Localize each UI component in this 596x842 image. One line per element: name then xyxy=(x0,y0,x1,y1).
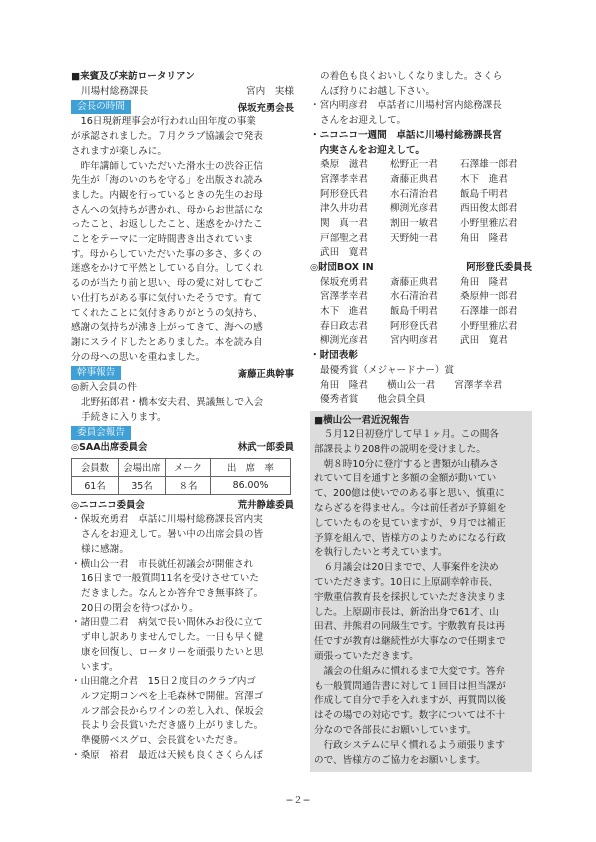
body-line: さんへの気持ちが書かれ、母からお世話にな xyxy=(71,204,264,216)
box-row xyxy=(310,334,532,349)
visitor-line xyxy=(71,85,294,100)
yokoyama-line: 宇敷重信教育長を採択していただき決まりま xyxy=(314,591,506,603)
niko-header xyxy=(71,499,294,514)
saa-title: ◎SAA出席委員会 xyxy=(71,442,148,454)
niko-line: 16日まで一般質問11名を受けさせていた xyxy=(81,573,259,585)
yokoyama-line: 頑張っていただきます。 xyxy=(314,650,419,662)
box-row xyxy=(310,320,532,335)
right-column xyxy=(310,70,532,772)
week-row xyxy=(310,202,532,217)
body-line: 分の母への思いを重ねました。 xyxy=(71,351,206,363)
committee-tag: 委員会報告 xyxy=(71,426,131,440)
secretary-tag: 幹事報告 xyxy=(71,366,121,380)
box-chair: 阿形登氏委員長 xyxy=(466,262,532,274)
header-members: 会員数 xyxy=(72,458,119,476)
body-line: 北野拓郎君・橋本安夫君、異議無しで入会 xyxy=(81,397,264,409)
body-line: い仕打ちがある事に気付いたそうです。育て xyxy=(71,292,263,304)
box-name: 宮内明彦君 xyxy=(390,335,438,347)
box-name: 柳渕光彦君 xyxy=(320,335,368,347)
award-line: 最優秀賞（メジャードナー）賞 xyxy=(320,364,455,376)
yokoyama-line: 作成して自分で手を入れますが、再質問以後 xyxy=(314,695,506,707)
week-title-line: 内実さんをお迎えして。 xyxy=(310,144,425,156)
niko-line: ・桑原 裕君 最近は天候も良くさくらんぼ xyxy=(71,749,263,761)
page-number: −２− xyxy=(285,795,311,806)
week-row xyxy=(310,173,532,188)
week-name: 天野純一君 xyxy=(390,232,438,244)
yokoyama-box xyxy=(310,411,532,772)
box-name: 角田 隆君 xyxy=(460,276,508,288)
body-line: す。母からしていただいた事の多さ、多くの xyxy=(71,248,262,260)
yokoyama-line: 予算を組んで、皆様方のよりためになる行政 xyxy=(314,532,506,544)
yokoyama-line: 分なので各部長にお願いしています。 xyxy=(314,724,477,736)
secretary-item: ◎新入会員の件 xyxy=(71,382,137,394)
award-body xyxy=(310,364,532,408)
box-name: 木下 進君 xyxy=(320,306,368,318)
niko-line: んぼ狩りにお越し下さい。 xyxy=(320,85,436,97)
week-name xyxy=(460,246,530,261)
box-name: 小野里雅広君 xyxy=(460,320,518,332)
yokoyama-line: て、200億は使いでのある事と思い、慎重に xyxy=(314,488,505,500)
week-row xyxy=(310,217,532,232)
yokoyama-line: 任ですが教育は継続性が大事なので任期まで xyxy=(314,636,506,648)
box-name: 斎藤正典君 xyxy=(390,276,438,288)
week-name: 飯島千明君 xyxy=(460,188,508,200)
yokoyama-line: ので、皆様方のご協力をお願いします。 xyxy=(314,754,486,766)
body-line: ことをテーマに一定時間書き出されていま xyxy=(71,234,254,246)
week-name: 武田 寛君 xyxy=(320,247,368,259)
week-name: 水石清治君 xyxy=(390,188,438,200)
attendance-value-row xyxy=(72,476,291,494)
box-names xyxy=(310,276,532,350)
body-line: 迷惑をかけて平然としている自分。してくれ xyxy=(71,263,263,275)
niko-line: さんをお迎えして。 xyxy=(320,115,407,127)
value-attend: 35名 xyxy=(119,476,166,494)
week-name: 西田俊太郎君 xyxy=(460,203,518,215)
left-column xyxy=(71,70,294,763)
niko-line: だきました。なんとか答弁でき無事終了。 xyxy=(81,587,264,599)
secretary-speaker: 斎藤正典幹事 xyxy=(237,369,294,381)
yokoyama-line: 議会の仕組みに慣れるまで大変です。答弁 xyxy=(314,665,506,677)
niko-line: の着色も良くおいしくなりました。さくら xyxy=(320,71,503,82)
niko-line: 20日の閉会を待つばかり。 xyxy=(81,602,199,614)
president-tag: 会長の時間 xyxy=(71,100,131,114)
yokoyama-line: 部課長より208件の説明を受けました。 xyxy=(314,443,486,455)
body-line: てくれたことに気付きありがとうの気持ち、 xyxy=(71,307,263,319)
award-title: ・財団表彰 xyxy=(310,350,358,362)
week-name: 角田 隆君 xyxy=(460,232,508,244)
yokoyama-line: はその場での対応です。数字については不十 xyxy=(314,710,505,722)
body-line: 16日現新理事会が行われ山田年度の事業 xyxy=(71,116,256,128)
niko-line: ・保坂充勇君 卓話に川場村総務課長宮内実 xyxy=(71,514,263,526)
secretary-header xyxy=(71,366,294,380)
yokoyama-title: ■横山公一君近況報告 xyxy=(314,414,410,426)
niko-line: ルフ部会長からワインの差し入れ、保坂会 xyxy=(81,705,264,717)
saa-header xyxy=(71,441,294,456)
yokoyama-line: した。上原副市長は、新治出身で61才、山 xyxy=(314,606,499,618)
week-name xyxy=(390,246,460,261)
yokoyama-line: を執行したいと考えています。 xyxy=(314,547,448,559)
yokoyama-line: れていて目を通すと多額の金額が動いてい xyxy=(314,473,497,485)
week-name: 柳渕光彦君 xyxy=(390,203,438,215)
niko-line: ・横山公一君 市長就任初議会が開催され xyxy=(71,558,254,570)
award-line: 角田 隆君 横山公一君 宮澤孝幸君 xyxy=(320,379,503,391)
week-name: 宮澤孝幸君 xyxy=(320,173,368,185)
yokoyama-line: ５月12日初登庁して早１ヶ月。この間各 xyxy=(314,428,499,440)
attendance-header-row xyxy=(72,458,291,476)
week-name: 割田一敏君 xyxy=(390,218,438,230)
award-line: 優秀者賞 他会員全員 xyxy=(320,394,426,406)
yokoyama-line: も一般質問通告書に対して１回目は担当課が xyxy=(314,680,506,692)
box-name: 阿形登氏君 xyxy=(390,320,438,332)
yokoyama-line: ６月議会は20日までで、人事案件を決め xyxy=(314,562,499,574)
niko-line: 長より会長賞いただき盛り上がりました。 xyxy=(81,720,264,732)
niko-line: 準優勝ベスグロ、会長賞をいただき。 xyxy=(81,735,244,747)
week-title xyxy=(310,129,532,158)
body-line: 先生が「海のいのちを守る」を出版され読み xyxy=(71,175,263,187)
box-title: ◎財団BOX IN xyxy=(310,262,374,274)
yokoyama-line: ていただきます。10日に上原副幸幹市長、 xyxy=(314,576,499,588)
body-line: 昨年講師していただいた滑水士の渋谷正信 xyxy=(71,160,263,172)
week-row xyxy=(310,232,532,247)
niko-line: ず申し訳ありませんでした。一日も早く健 xyxy=(81,632,264,644)
niko-line: ・山田龍之介君 15日２度目のクラブ内ゴ xyxy=(71,676,256,688)
week-names xyxy=(310,158,532,261)
week-row xyxy=(310,246,532,261)
niko-line: ルフ定期コンペを上毛森林で開催。宮澤ゴ xyxy=(81,690,264,702)
body-line: るのが当たり前と思い、母の愛に対してむご xyxy=(71,278,263,290)
week-name: 石澤雄一郎君 xyxy=(460,159,518,171)
box-name: 桑原伸一郎君 xyxy=(460,291,518,303)
body-line: ました。内観を行っているときの先生のお母 xyxy=(71,189,263,201)
box-row xyxy=(310,305,532,320)
week-name: 木下 進君 xyxy=(460,173,508,185)
week-name: 阿形登氏君 xyxy=(320,188,368,200)
box-row xyxy=(310,290,532,305)
box-name: 保坂充勇君 xyxy=(320,276,368,288)
attendance-table xyxy=(71,458,291,495)
week-title-line: ・ニコニコ一週間 卓話に川場村総務課長宮 xyxy=(310,129,502,141)
week-row xyxy=(310,188,532,203)
niko-title: ◎ニコニコ委員会 xyxy=(71,499,145,511)
box-name: 宮澤孝幸君 xyxy=(320,291,368,303)
visitor-name: 宮内 実様 xyxy=(246,85,294,97)
box-name: 武田 寛君 xyxy=(460,335,508,347)
niko-chair: 荒井静雄委員 xyxy=(237,499,294,511)
week-name: 斎藤正典君 xyxy=(390,173,438,185)
niko-body xyxy=(71,513,294,763)
visitors-heading: ■来賓及び来訪ロータリアン xyxy=(71,71,195,82)
value-members: 61名 xyxy=(72,476,119,494)
visitor-title: 川場村総務課長 xyxy=(81,85,149,97)
week-name: 小野里雅広君 xyxy=(460,218,518,230)
yokoyama-line: していたものを見ていますが、９月では補正 xyxy=(314,517,506,529)
body-line: が承認されました。７月クラブ協議会で発表 xyxy=(71,131,263,143)
yokoyama-line: 田君、井熊君の同級生です。宇敷教育長は再 xyxy=(314,621,506,633)
body-line: 感謝の気持ちが沸き上がってきて、海への感 xyxy=(71,322,263,334)
box-name: 春日政志君 xyxy=(320,320,368,332)
yokoyama-line: 朝８時10分に登庁すると書類が山積みさ xyxy=(314,458,499,470)
yokoyama-body xyxy=(314,428,528,768)
yokoyama-line: 行政システムに早く慣れるよう頑張ります xyxy=(314,739,505,751)
president-header xyxy=(71,100,294,114)
niko-line: います。 xyxy=(81,661,119,673)
body-line: 手続きに入ります。 xyxy=(81,411,167,423)
header-makeup: メーク xyxy=(166,458,211,476)
header-rate: 出 席 率 xyxy=(211,458,291,476)
box-name: 水石清治君 xyxy=(390,291,438,303)
header-attend: 会場出席 xyxy=(119,458,166,476)
body-line: されますが楽しみに。 xyxy=(71,145,167,157)
box-name: 石澤雄一郎君 xyxy=(460,306,518,318)
niko-line: さんをお迎えして。暑い中の出席会員の皆 xyxy=(81,529,264,541)
secretary-body xyxy=(71,396,294,425)
week-name: 戸部聖之君 xyxy=(320,232,368,244)
week-name: 松野正一君 xyxy=(390,159,438,171)
value-rate: 86.00% xyxy=(211,476,291,494)
yokoyama-line: ならざるを得ません。今は前任者が予算組を xyxy=(314,502,507,514)
niko-line: 康を回復し、ロータリーを頑張りたいと思 xyxy=(81,646,264,658)
committee-header xyxy=(71,426,294,440)
box-header xyxy=(310,261,532,276)
niko-line: 様に感謝。 xyxy=(81,543,129,555)
niko-continued xyxy=(310,70,532,129)
niko-line: ・諸田豊二君 病気で長い間休みお役に立て xyxy=(71,617,263,629)
body-line: ったこと、お返ししたこと、迷惑をかけたこ xyxy=(71,219,263,231)
value-makeup: ８名 xyxy=(166,476,211,494)
niko-line: ・宮内明彦君 卓話者に川場村宮内総務課長 xyxy=(310,100,502,112)
week-name: 桑原 滋君 xyxy=(320,159,368,171)
week-name: 津久井功君 xyxy=(320,203,368,215)
saa-chair: 林武一郎委員 xyxy=(237,442,294,454)
body-line: 謝にスライドしたとありました。本を読み自 xyxy=(71,336,263,348)
box-row xyxy=(310,276,532,291)
president-body xyxy=(71,115,294,365)
week-name: 関 真一君 xyxy=(320,218,368,230)
box-name: 飯島千明君 xyxy=(390,306,438,318)
president-speaker: 保坂充勇会長 xyxy=(237,103,294,115)
week-row xyxy=(310,158,532,173)
